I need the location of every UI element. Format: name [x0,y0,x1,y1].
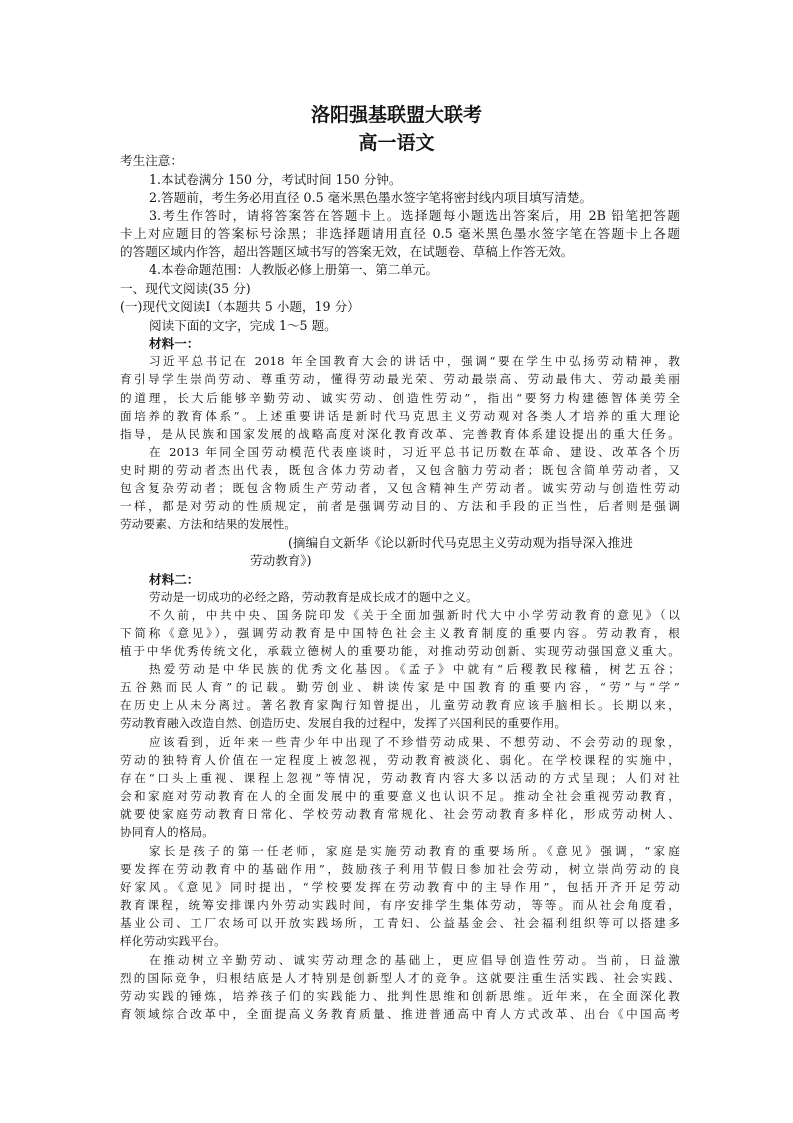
material-2-line: 应该看到，近年来一些青少年中出现了不珍惜劳动成果、不想劳动、不会劳动的现象， [149,735,680,749]
material-1-line: 包含复杂劳动者；既包含物质生产劳动者，又包含精神生产劳动者。诚实劳动与创造性劳动 [120,481,680,495]
material-2-line: 热爱劳动是中华民族的优秀文化基因。《孟子》中就有“后稷教民稼穑，树艺五谷； [149,662,680,676]
notice-line: 的答题区域内作答，超出答题区域书写的答案无效，在试题卷、草稿上作答无效。 [120,244,574,259]
material-1-line: 劳动要素、方法和结果的发展性。 [120,517,297,531]
notice-line: 2.答题前，考生务必用直径 0.5 毫米黑色墨水签字笔将密封线内项目填写清楚。 [149,190,593,205]
material-2-line: 下简称《意见》），强调劳动教育是中国特色社会主义教育制度的重要内容。劳动教育，根 [120,626,680,640]
material-2-label: 材料二： [149,572,200,587]
material-1-line: 在 2013 年同全国劳动模范代表座谈时，习近平总书记历数在革命、建设、改革各个历 [149,445,680,459]
material-2-line: 样化劳动实践平台。 [120,934,226,948]
material-1-line: 习近平总书记在 2018 年全国教育大会的讲话中，强调“要在学生中弘扬劳动精神，教 [149,354,680,368]
material-2-line: 劳动是一切成功的必经之路，劳动教育是成长成才的题中之义。 [149,590,478,604]
notice-line: 1.本试卷满分 150 分，考试时间 150 分钟。 [149,172,402,187]
material-2-line: 会和家庭对劳动教育在人的全面发展中的重要意义也认识不足。推动全社会重视劳动教育， [120,789,680,803]
material-2-line: 就要使家庭劳动教育日常化、学校劳动教育常规化、社会劳动教育多样化，形成劳动树人、 [120,807,680,821]
material-1-line: 面培养的教育体系”。上述重要讲话是新时代马克思主义劳动观对各类人才培养的重大理论 [120,409,680,423]
reading-instruction: 阅读下面的文字，完成 1～5 题。 [149,318,337,333]
material-2-line: 劳动教育融入改造自然、创造历史、发展自我的过程中，发挥了兴国利民的重要作用。 [120,716,567,730]
material-1-source: (摘编自文新华《论以新时代马克思主义劳动观为指导深入推进 [288,535,633,550]
material-2-line: 协同育人的格局。 [120,825,214,839]
material-2-line: 教育课程，统筹安排课内外劳动实践时间，有序安排学生集体劳动，等等。而从社会角度看， [120,898,680,912]
material-2-line: 植于中华优秀传统文化，承载立德树人的重要功能，对推动劳动创新、实现劳动强国意义重大。 [120,644,680,658]
material-2-line: 劳动实践的锤炼，培养孩子们的实践能力、批判性思维和创新思维。近年来，在全面深化教 [120,989,680,1003]
material-1-line: 的道理，长大后能够辛勤劳动、诚实劳动、创造性劳动”，指出“要努力构建德智体美劳全 [120,391,680,405]
exam-title: 洛阳强基联盟大联考 [310,104,482,126]
subsection-heading: (一)现代文阅读Ⅰ（本题共 5 小题，19 分） [120,299,360,314]
notice-heading: 考生注意： [120,153,183,168]
material-1-line: 一样，都是对劳动的性质规定，前者是强调劳动目的、方法和手段的正当性，后者则是强调 [120,499,680,513]
notice-line: 卡上对应题目的答案标号涂黑；非选择题请用直径 0.5 毫米黑色墨水签字笔在答题卡上各题 [120,226,680,241]
material-1-line: 育引导学生崇尚劳动、尊重劳动，懂得劳动最光荣、劳动最崇高、劳动最伟大、劳动最美丽 [120,372,680,386]
material-2-line: 劳动的独特育人价值在一定程度上被忽视，劳动教育被淡化、弱化。在学校课程的实施中， [120,753,680,767]
material-1-source: 劳动教育》) [250,553,312,568]
material-2-line: 在推动树立辛勤劳动、诚实劳动理念的基础上，更应倡导创造性劳动。当前，日益激 [149,953,680,967]
material-2-line: 要发挥在劳动教育中的基础作用”，鼓励孩子利用节假日参加社会劳动，树立崇尚劳动的良 [120,862,680,876]
material-2-line: 好家风。《意见》同时提出，“学校要发挥在劳动教育中的主导作用”，包括开齐开足劳动 [120,880,680,894]
material-2-line: 基业公司、工厂农场可以开放实践场所，工青妇、公益基金会、社会福利组织等可以搭建多 [120,916,680,930]
material-2-line: 存在“口头上重视、课程上忽视”等情况，劳动教育内容大多以活动的方式呈现；人们对社 [120,771,680,785]
material-1-line: 指导，是从民族和国家发展的战略高度对深化教育改革、完善教育体系建设提出的重大任务。 [120,427,680,441]
notice-line: 3.考生作答时，请将答案答在答题卡上。选择题每小题选出答案后，用 2B 铅笔把答题 [149,208,680,223]
material-2-line: 不久前，中共中央、国务院印发《关于全面加强新时代大中小学劳动教育的意见》（以 [149,608,680,622]
exam-subtitle: 高一语文 [358,132,435,154]
material-1-label: 材料一： [149,336,200,351]
material-2-line: 烈的国际竞争，归根结底是人才特别是创新型人才的竞争。这就要注重生活实践、社会实践、 [120,971,680,985]
material-2-line: 家长是孩子的第一任老师，家庭是实施劳动教育的重要场所。《意见》强调，“家庭 [149,844,680,858]
material-1-line: 史时期的劳动者杰出代表，既包含体力劳动者，又包含脑力劳动者；既包含简单劳动者，又 [120,463,680,477]
material-2-line: 在历史上从未分离过。著名教育家陶行知曾提出，儿童劳动教育应该手脑相长。长期以来， [120,698,680,712]
notice-line: 4.本卷命题范围：人教版必修上册第一、第二单元。 [149,262,439,277]
material-2-line: 育领域综合改革中，全面提高义务教育质量、推进普通高中育人方式改革、出台《中国高考 [120,1007,680,1021]
material-2-line: 五谷熟而民人育”的记载。勤劳创业、耕读传家是中国教育的重要内容，“劳”与“学” [120,680,680,694]
section-heading: 一、现代文阅读(35 分) [120,281,251,296]
